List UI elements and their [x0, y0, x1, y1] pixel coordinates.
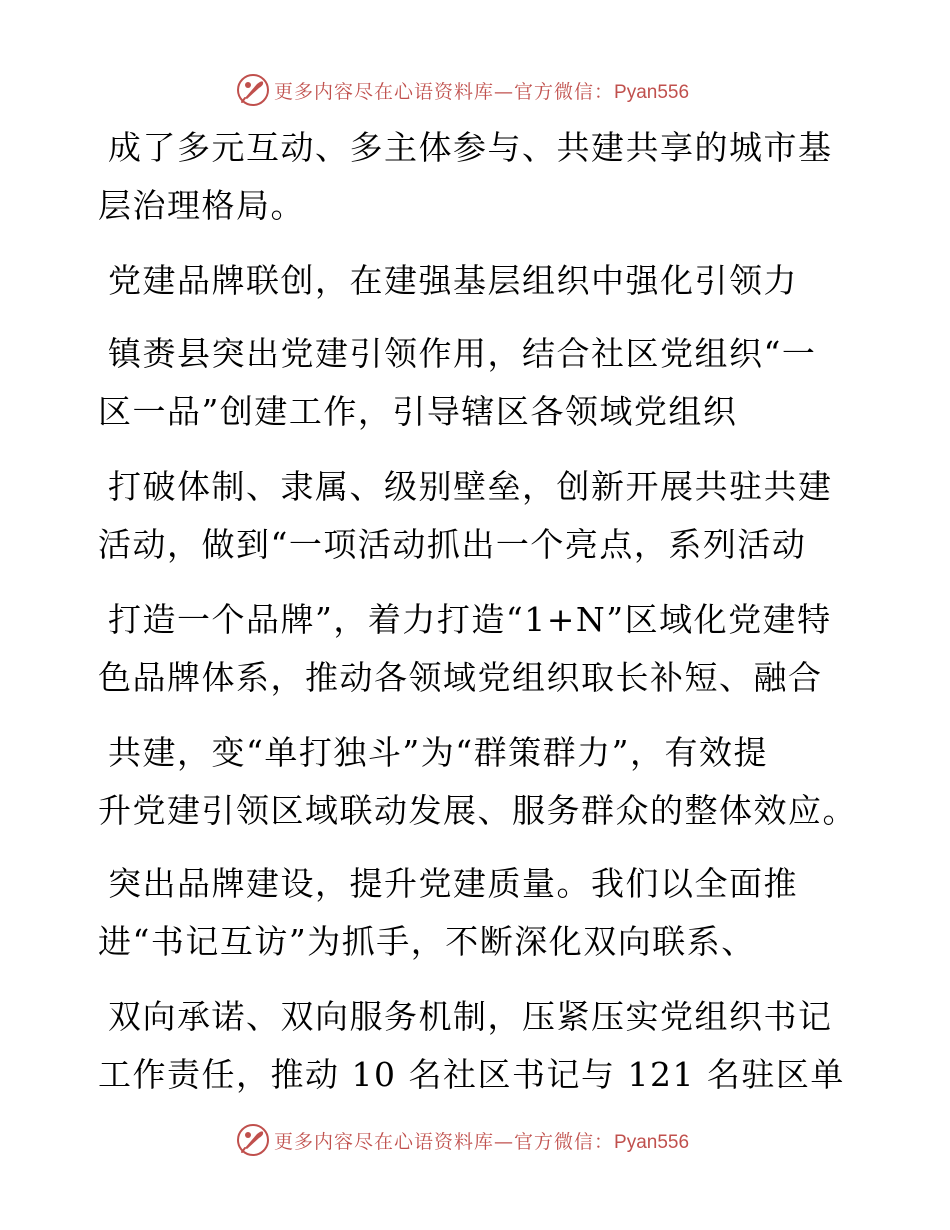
feather-pen-logo-icon — [236, 73, 270, 107]
text-line: 进“书记互访”为抓手，不断深化双向联系、 — [98, 922, 756, 961]
feather-pen-logo-icon — [236, 1123, 270, 1157]
text-line: 成了多元互动、多主体参与、共建共享的城市基 — [108, 128, 833, 167]
section-heading: 党建品牌联创，在建强基层组织中强化引领力 — [108, 261, 798, 300]
text-line: 区一品”创建工作，引导辖区各领域党组织 — [98, 392, 738, 431]
text-line: 色品牌体系，推动各领域党组织取长补短、融合 — [98, 658, 823, 697]
watermark-handle: Pyan556 — [614, 81, 690, 103]
text-line: 突出品牌建设，提升党建质量。我们以全面推 — [108, 864, 798, 903]
text-line: 双向承诺、双向服务机制，压紧压实党组织书记 — [108, 997, 833, 1036]
text-line: 层治理格局。 — [98, 186, 305, 225]
header-watermark — [236, 72, 689, 108]
text-line: 活动，做到“一项活动抓出一个亮点，系列活动 — [98, 525, 807, 564]
footer-watermark — [236, 1122, 689, 1158]
text-line: 打破体制、隶属、级别壁垒，创新开展共驻共建 — [108, 467, 833, 506]
text-line: 共建，变“单打独斗”为“群策群力”，有效提 — [108, 733, 768, 772]
watermark-text: 更多内容尽在心语资料库—官方微信：Pyan556 — [274, 80, 690, 103]
text-line: 升党建引领区域联动发展、服务群众的整体效应。 — [98, 791, 857, 830]
text-line: 打造一个品牌”，着力打造“1+N”区域化党建特 — [108, 600, 832, 639]
text-line: 工作责任，推动 10 名社区书记与 121 名驻区单 — [98, 1055, 845, 1094]
watermark-text: 更多内容尽在心语资料库—官方微信：Pyan556 — [274, 1130, 690, 1153]
watermark-handle: Pyan556 — [614, 1131, 690, 1153]
text-line: 镇赉县突出党建引领作用，结合社区党组织“一 — [108, 334, 817, 373]
